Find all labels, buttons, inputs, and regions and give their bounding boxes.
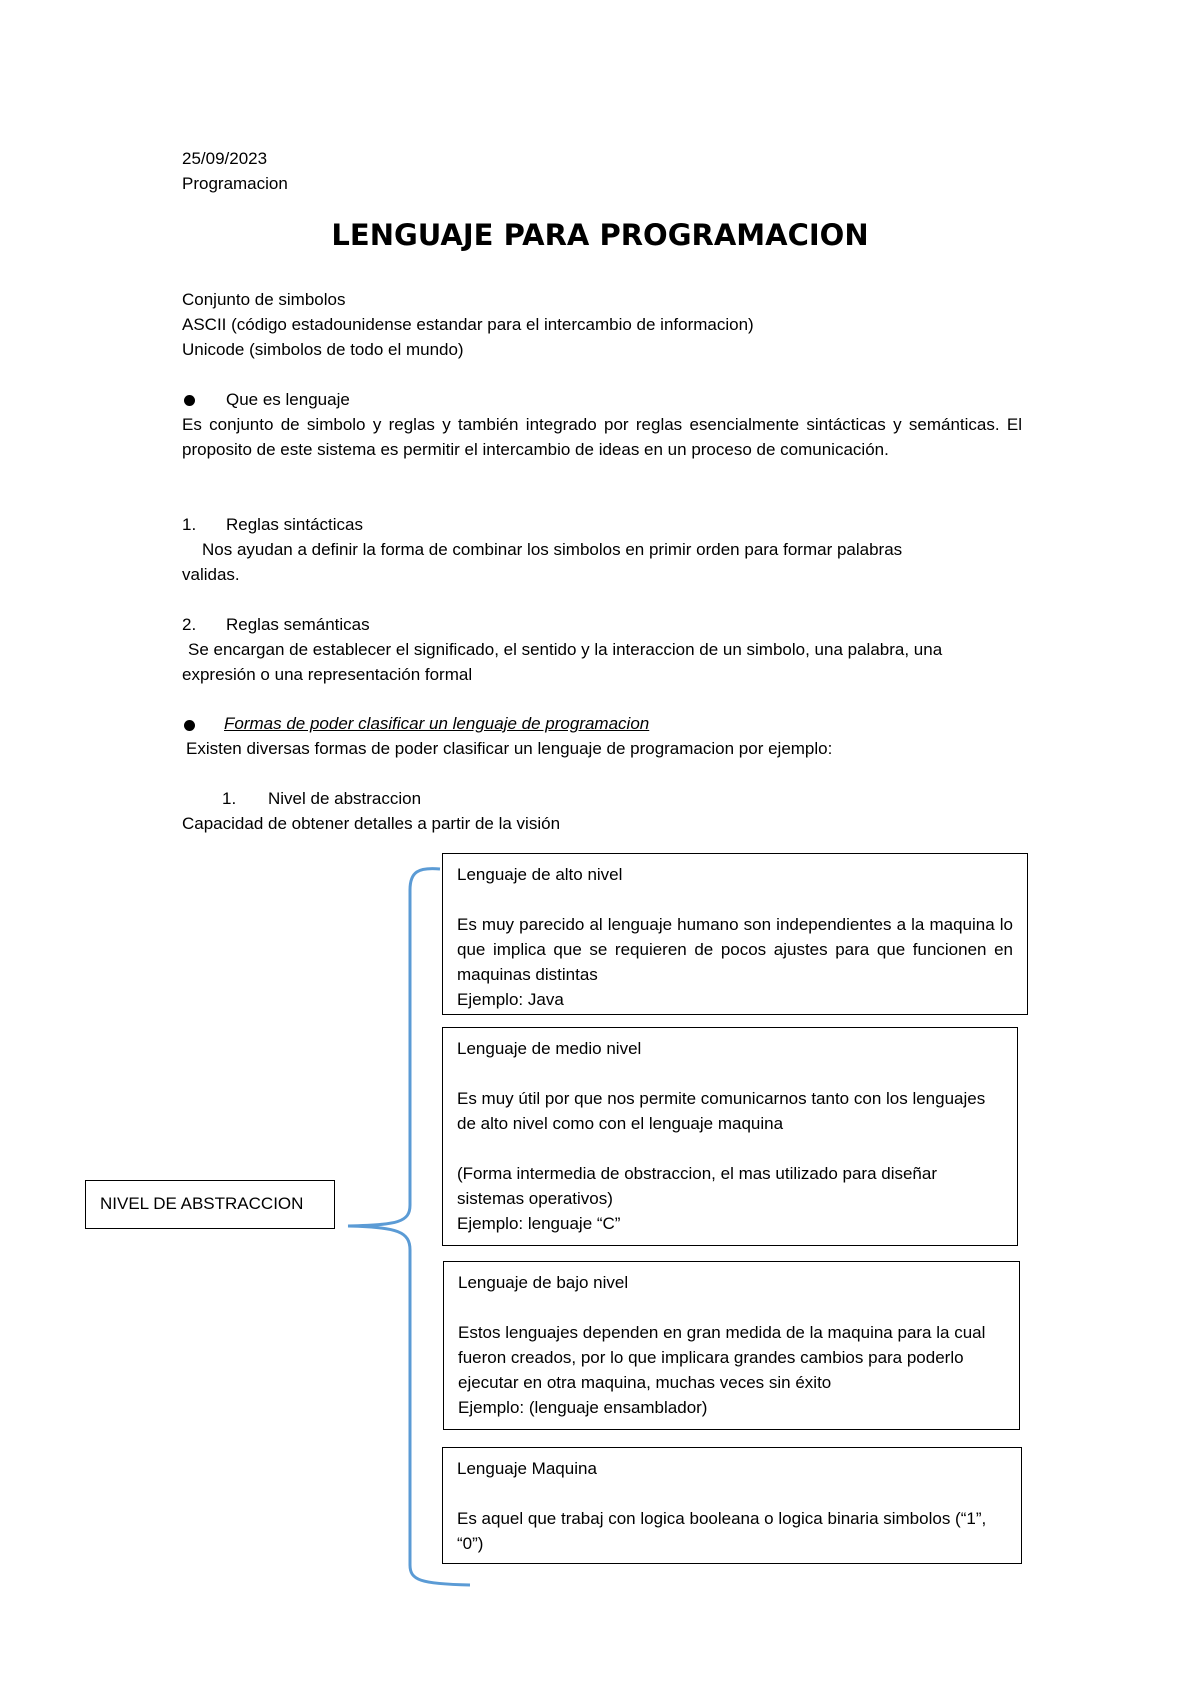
box-title: Lenguaje Maquina [457,1459,597,1478]
diagram-root-label: NIVEL DE ABSTRACCION [100,1194,304,1213]
box-body: Es muy útil por que nos permite comunicarnos tanto con los lenguajes de alto nivel como con el lenguaje maquina [457,1089,986,1133]
regla-2-number: 2. [182,615,197,634]
box-title: Lenguaje de bajo nivel [458,1273,629,1292]
nivel-number: 1. [222,789,237,808]
box-body: Es muy parecido al lenguaje humano son independientes a la maquina lo que implica que se requieren de pocos ajustes para que funcionen en maquinas distintas [457,915,1013,984]
box-example: Ejemplo: Java [457,990,564,1009]
diagram-box-alto-nivel [442,853,1028,1015]
section-lenguaje-body: Es conjunto de simbolo y reglas y también integrado por reglas esencialmente sintácticas y semánticas. El proposito de este sistema es permitir el intercambio de ideas en un proceso de comunicación. [182,415,1022,459]
box-body: Es aquel que trabaj con logica booleana o logica binaria simbolos (“1”, “0”) [457,1509,987,1553]
nivel-heading: Nivel de abstraccion [268,789,422,808]
regla-1-body-line2: validas. [182,565,240,584]
box-example: Ejemplo: lenguaje “C” [457,1214,621,1233]
box-title: Lenguaje de medio nivel [457,1039,642,1058]
section-formas-heading: Formas de poder clasificar un lenguaje de programacion [224,714,650,733]
regla-1-body-line1: Nos ayudan a definir la forma de combinar los simbolos en primir orden para formar palabras [202,540,903,559]
regla-2-body-line2: expresión o una representación formal [182,665,473,684]
diagram-box-medio-nivel [442,1027,1018,1246]
box-example: Ejemplo: (lenguaje ensamblador) [458,1398,708,1417]
intro-line-2: ASCII (código estadounidense estandar para el intercambio de informacion) [182,315,754,334]
section-lenguaje-heading: Que es lenguaje [226,390,350,409]
regla-2-heading: Reglas semánticas [226,615,370,634]
regla-2-body-line1: Se encargan de establecer el significado, el sentido y la interaccion de un simbolo, una palabra, una [188,640,943,659]
section-formas-body: Existen diversas formas de poder clasificar un lenguaje de programacion por ejemplo: [186,739,833,758]
regla-1-heading: Reglas sintácticas [226,515,364,534]
document-subject: Programacion [182,174,288,193]
nivel-body: Capacidad de obtener detalles a partir de la visión [182,814,561,833]
box-title: Lenguaje de alto nivel [457,865,623,884]
intro-line-1: Conjunto de simbolos [182,290,346,309]
box-body: Estos lenguajes dependen en gran medida de la maquina para la cual fueron creados, por lo que implicara grandes cambios para poderlo ejecutar en otra maquina, muchas veces sin éxito [458,1323,986,1392]
regla-1-number: 1. [182,515,197,534]
document-date: 25/09/2023 [182,149,268,168]
diagram-box-bajo-nivel [443,1261,1020,1430]
intro-line-3: Unicode (simbolos de todo el mundo) [182,340,464,359]
box-body-2: (Forma intermedia de obstraccion, el mas utilizado para diseñar sistemas operativos) [457,1164,938,1208]
diagram-box-maquina [442,1447,1022,1564]
page-title: LENGUAJE PARA PROGRAMACION [331,218,869,252]
